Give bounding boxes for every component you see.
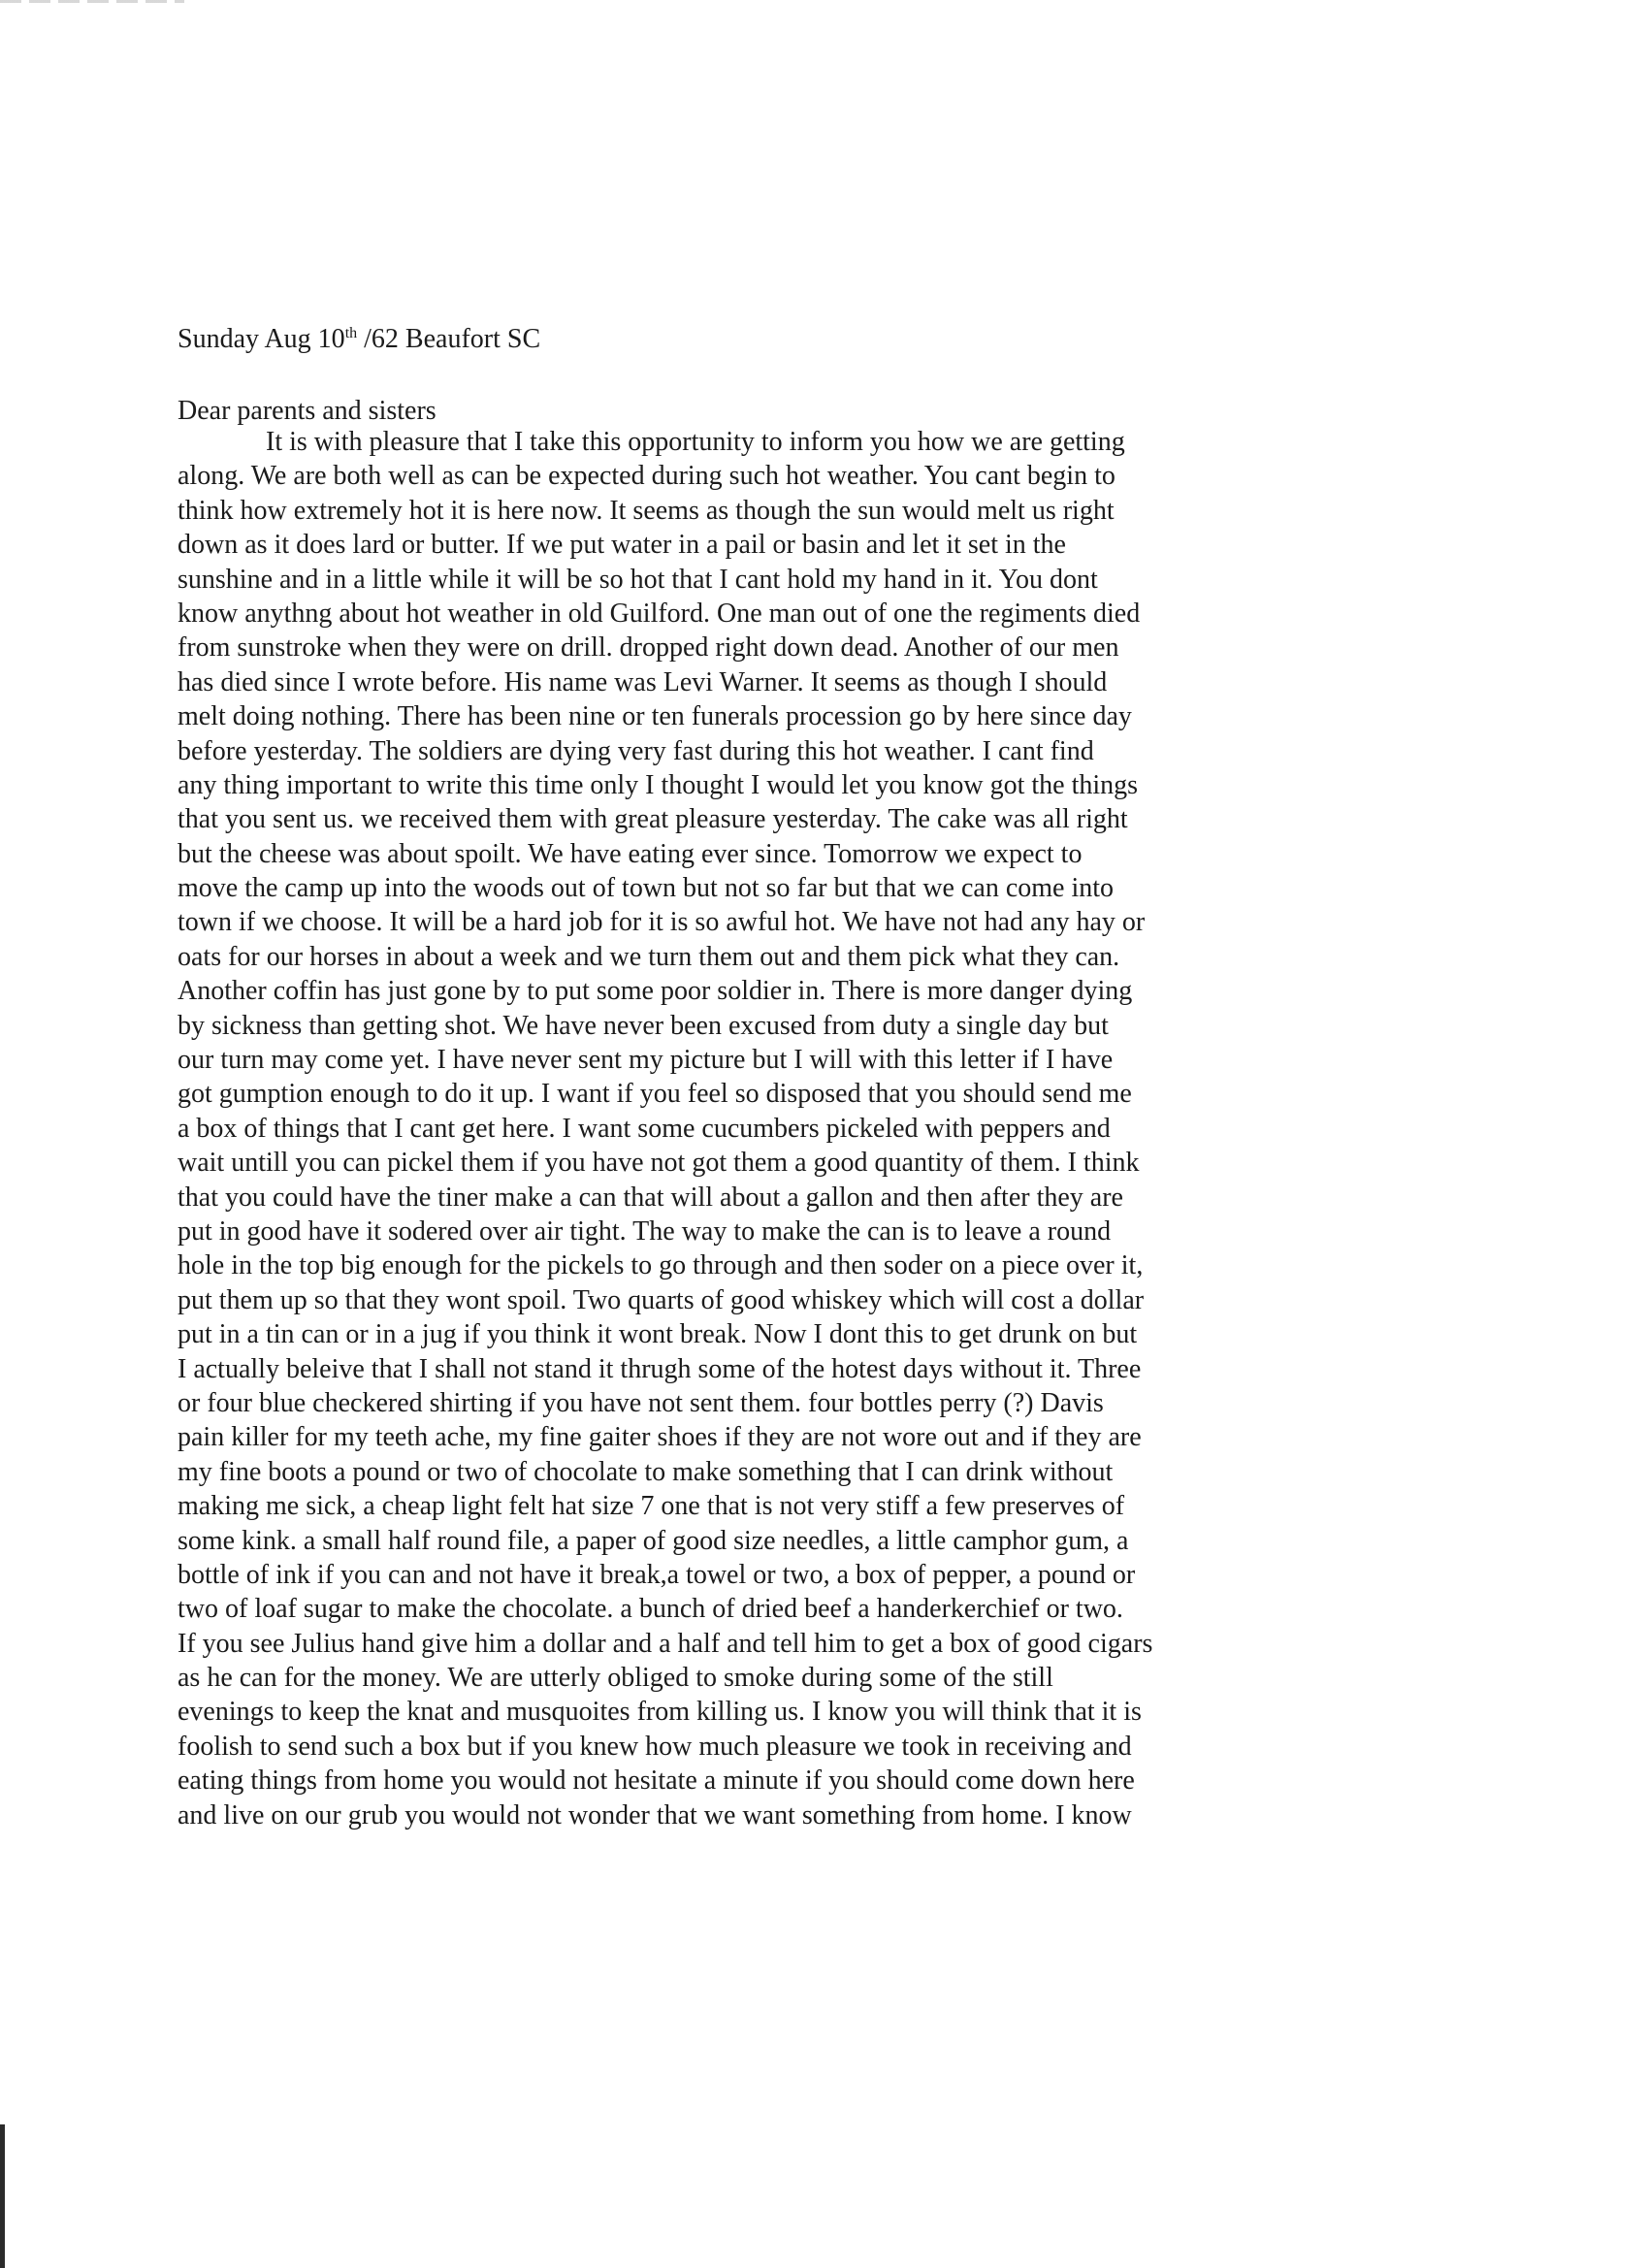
body-line: making me sick, a cheap light felt hat size 7 one that is not very stiff a few preserves of xyxy=(178,1491,1125,1522)
body-line: our turn may come yet. I have never sent my picture but I will with this letter if I have xyxy=(178,1045,1114,1076)
body-line: got gumption enough to do it up. I want if you feel so disposed that you should send me xyxy=(178,1079,1132,1110)
body-line: has died since I wrote before. His name was Levi Warner. It seems as though I should xyxy=(178,666,1108,697)
body-line: wait untill you can pickel them if you have not got them a good quantity of them. I think xyxy=(178,1148,1140,1179)
body-line: two of loaf sugar to make the chocolate. a bunch of dried beef a handerkerchief or two. xyxy=(178,1594,1123,1625)
body-line: evenings to keep the knat and musquoites from killing us. I know you will think that it is xyxy=(178,1697,1142,1728)
body-line: put in a tin can or in a jug if you think it wont break. Now I dont this to get drunk on but xyxy=(178,1319,1138,1350)
body-line: any thing important to write this time only I thought I would let you know got the things xyxy=(178,769,1139,800)
body-line: pain killer for my teeth ache, my fine gaiter shoes if they are not wore out and if they are xyxy=(178,1422,1142,1453)
body-line: that you sent us. we received them with great pleasure yesterday. The cake was all right xyxy=(178,804,1128,835)
body-line: hole in the top big enough for the pickels to go through and then soder on a piece over it, xyxy=(178,1250,1144,1281)
body-line: town if we choose. It will be a hard job for it is so awful hot. We have not had any hay or xyxy=(178,907,1146,938)
letter-heading xyxy=(178,320,540,359)
body-line: It is with pleasure that I take this opportunity to inform you how we are getting xyxy=(266,427,1125,457)
body-line: put them up so that they wont spoil. Two quarts of good whiskey which will cost a dollar xyxy=(178,1284,1145,1315)
body-line: know anythng about hot weather in old Guilford. One man out of one the regiments died xyxy=(178,598,1141,629)
body-line: eating things from home you would not hesitate a minute if you should come down here xyxy=(178,1766,1135,1797)
heading-year-place: /62 Beaufort SC xyxy=(357,324,541,354)
body-line: before yesterday. The soldiers are dying very fast during this hot weather. I cant find xyxy=(178,735,1094,766)
letter-body xyxy=(178,425,1264,1832)
scan-edge-left xyxy=(0,2124,5,2268)
body-line: some kink. a small half round file, a paper of good size needles, a little camphor gum, a xyxy=(178,1525,1129,1556)
letter-salutation: Dear parents and sisters xyxy=(178,396,436,426)
body-line: oats for our horses in about a week and we turn them out and them pick what they can. xyxy=(178,941,1120,972)
body-line: a box of things that I cant get here. I want some cucumbers pickeled with peppers and xyxy=(178,1113,1111,1144)
body-line: I actually beleive that I shall not stand it thrugh some of the hotest days without it. Three xyxy=(178,1353,1142,1384)
body-line: foolish to send such a box but if you knew how much pleasure we took in receiving and xyxy=(178,1731,1132,1762)
body-line: move the camp up into the woods out of town but not so far but that we can come into xyxy=(178,873,1115,904)
body-line: and live on our grub you would not wonder that we want something from home. I know xyxy=(178,1799,1132,1831)
heading-ordinal: th xyxy=(344,325,358,341)
body-line: from sunstroke when they were on drill. dropped right down dead. Another of our men xyxy=(178,632,1119,664)
body-line: that you could have the tiner make a can that will about a gallon and then after they are xyxy=(178,1182,1123,1213)
body-line: along. We are both well as can be expected during such hot weather. You cant begin to xyxy=(178,461,1116,492)
body-line: put in good have it sodered over air tight. The way to make the can is to leave a round xyxy=(178,1215,1112,1247)
body-line: If you see Julius hand give him a dollar and a half and tell him to get a box of good cigars xyxy=(178,1628,1153,1659)
body-line: or four blue checkered shirting if you have not sent them. four bottles perry (?) Davis xyxy=(178,1387,1104,1418)
body-line: but the cheese was about spoilt. We have eating ever since. Tomorrow we expect to xyxy=(178,838,1083,869)
body-line: bottle of ink if you can and not have it break,a towel or two, a box of pepper, a pound or xyxy=(178,1559,1136,1590)
body-line: as he can for the money. We are utterly obliged to smoke during some of the still xyxy=(178,1663,1053,1694)
body-line: think how extremely hot it is here now. It seems as though the sun would melt us right xyxy=(178,495,1115,526)
scan-edge-top xyxy=(0,0,184,3)
body-line: sunshine and in a little while it will be so hot that I cant hold my hand in it. You dont xyxy=(178,564,1098,595)
body-line: Another coffin has just gone by to put some poor soldier in. There is more danger dying xyxy=(178,976,1133,1007)
body-line: melt doing nothing. There has been nine or ten funerals procession go by here since day xyxy=(178,701,1132,732)
body-line: down as it does lard or butter. If we put water in a pail or basin and let it set in the xyxy=(178,530,1066,561)
body-line: my fine boots a pound or two of chocolate to make something that I can drink without xyxy=(178,1456,1114,1487)
body-line: by sickness than getting shot. We have never been excused from duty a single day but xyxy=(178,1010,1109,1041)
heading-date: Sunday Aug 10 xyxy=(178,324,345,354)
